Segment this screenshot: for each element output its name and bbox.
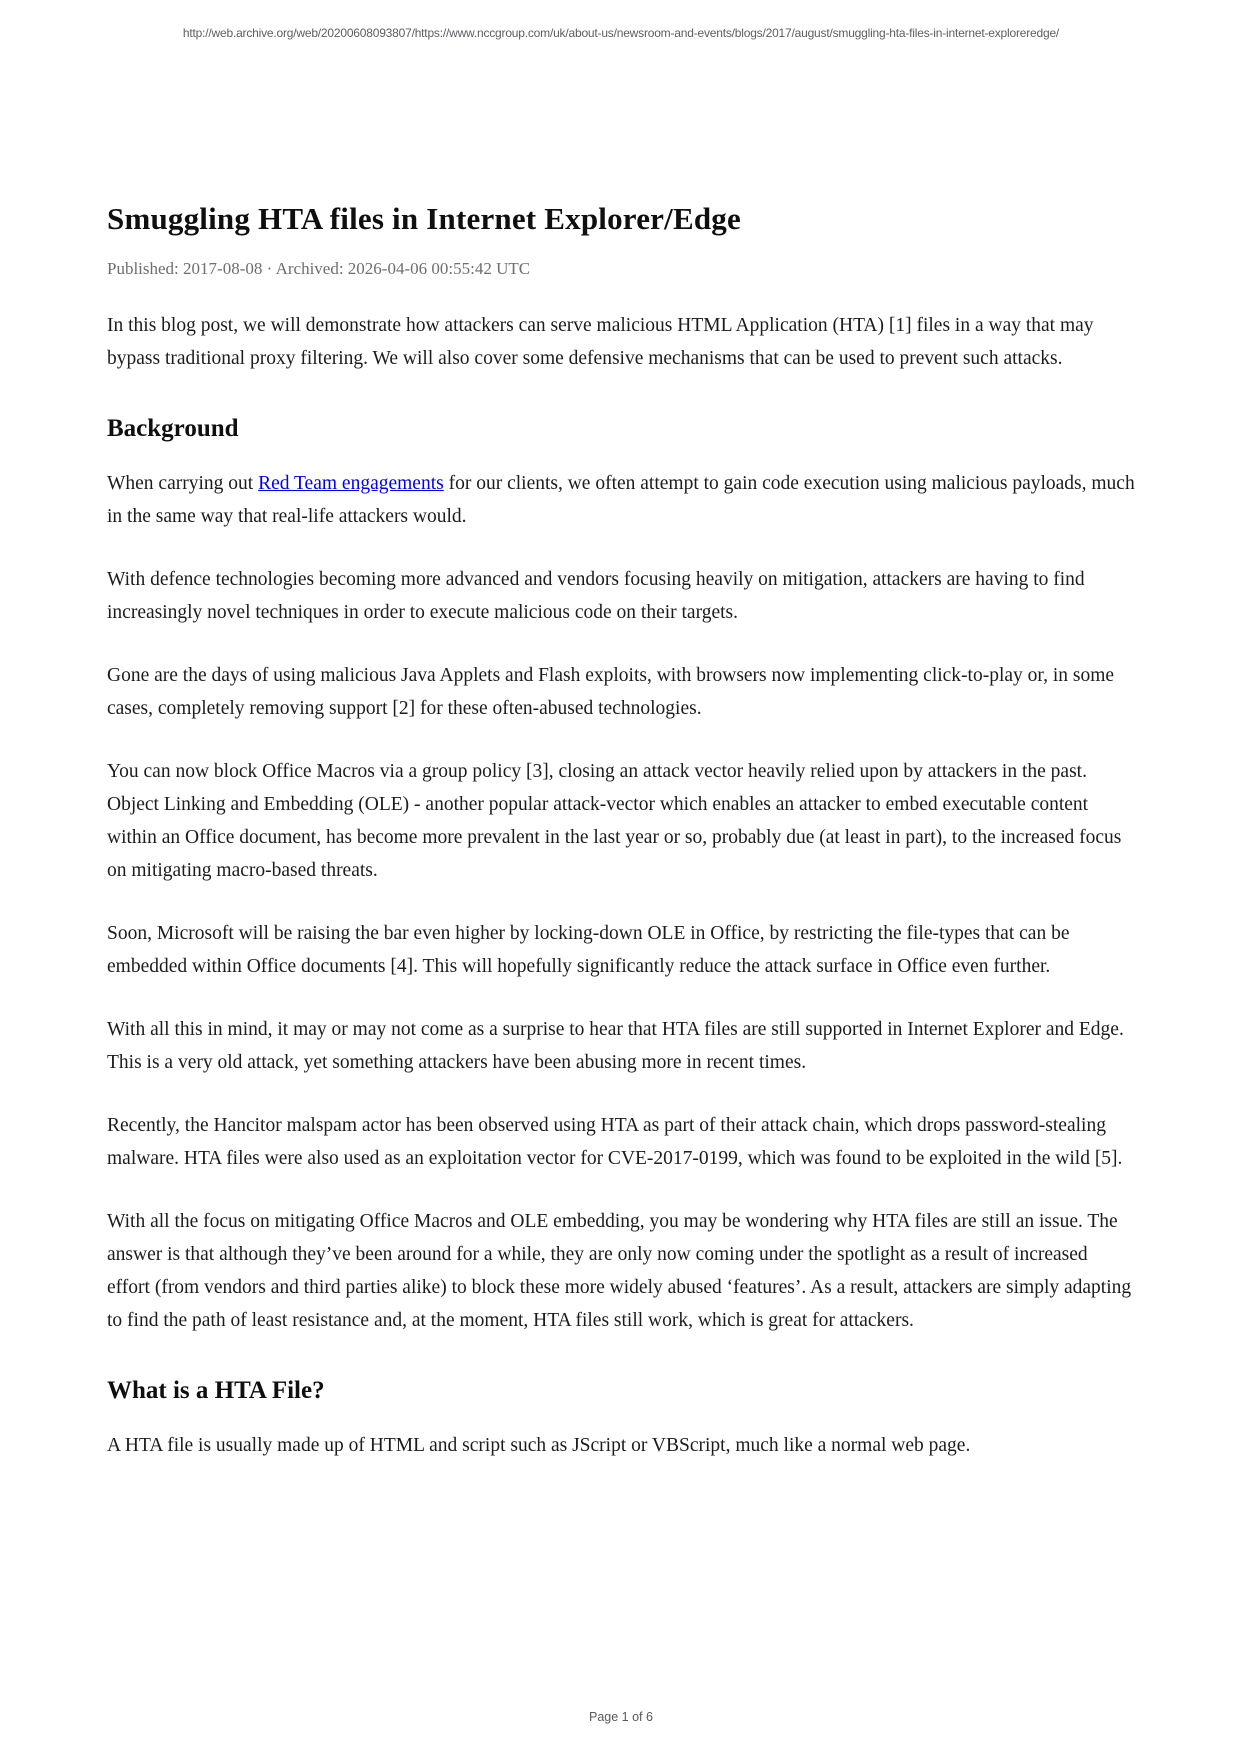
paragraph-hta-definition: A HTA file is usually made up of HTML and script such as JScript or VBScript, much like a normal web page. [107,1434,971,1456]
paragraph-hta-still-supported: With all this in mind, it may or may not come as a surprise to hear that HTA files are still supported in Internet Explorer and Edge. This is a very old attack, yet something attackers have been abusing more in recent times. [107,1018,1124,1073]
page-footer [0,1710,1242,1724]
paragraph-hancitor: Recently, the Hancitor malspam actor has been observed using HTA as part of their attack chain, which drops password-stealing malware. HTA files were also used as an exploitation vector for CVE-2017-0199, which was found to be exploited in the wild [5]. [107,1114,1123,1169]
section-heading-background: Background [107,414,239,442]
paragraph-microsoft-lockdown: Soon, Microsoft will be raising the bar even higher by locking-down OLE in Office, by restricting the file-types that can be embedded within Office documents [4]. This will hopefully significantly reduce the attack surface in Office even further. [107,922,1070,977]
paragraph-red-team [107,467,1135,533]
paragraph-text-after-link: for our clients, we often attempt to gain code execution using malicious payloads, much in the same way that real-life attackers would. [107,472,1135,527]
paragraph-java-flash: Gone are the days of using malicious Java Applets and Flash exploits, with browsers now implementing click-to-play or, in some cases, completely removing support [2] for these often-abused technologies. [107,664,1115,719]
archive-url-text: http://web.archive.org/web/20200608093807/https://www.nccgroup.com/uk/about-us/newsroom-and-events/blogs/2017/august/smuggling-hta-files-in-internet-exploreredge/ [182,26,1060,40]
intro-paragraph: In this blog post, we will demonstrate how attackers can serve malicious HTML Application (HTA) [1] files in a way that may bypass traditional proxy filtering. We will also cover some defensive mechanisms that can be used to prevent such attacks. [107,314,1094,369]
page-indicator: Page 1 of 6 [589,1710,653,1724]
paragraph-text-before-link: When carrying out [107,472,259,494]
section-heading-what-is-hta: What is a HTA File? [107,1376,325,1404]
paragraph-defence-technologies: With defence technologies becoming more advanced and vendors focusing heavily on mitigation, attackers are having to find increasingly novel techniques in order to execute malicious code on their targets. [107,568,1085,623]
paragraph-office-macros-ole: You can now block Office Macros via a group policy [3], closing an attack vector heavily relied upon by attackers in the past. Object Linking and Embedding (OLE) - another popular attack-vector which enables an attacker to embed executable content within an Office document, has become more prevalent in the last year or so, probably due (at least in part), to the increased focus on mitigating macro-based threats. [107,760,1122,881]
paragraph-why-hta-still-issue: With all the focus on mitigating Office Macros and OLE embedding, you may be wondering why HTA files are still an issue. The answer is that although they’ve been around for a while, they are only now coming under the spotlight as a result of increased effort (from vendors and third parties alike) to block these more widely abused ‘features’. As a result, attackers are simply adapting to find the path of least resistance and, at the moment, HTA files still work, which is great for attackers. [107,1210,1132,1331]
article-content [107,0,1135,1462]
article-title: Smuggling HTA files in Internet Explorer/Edge [107,201,741,236]
red-team-engagements-link[interactable]: Red Team engagements [258,472,444,494]
article-meta: Published: 2017-08-08 · Archived: 2026-04-06 00:55:42 UTC [107,258,531,278]
